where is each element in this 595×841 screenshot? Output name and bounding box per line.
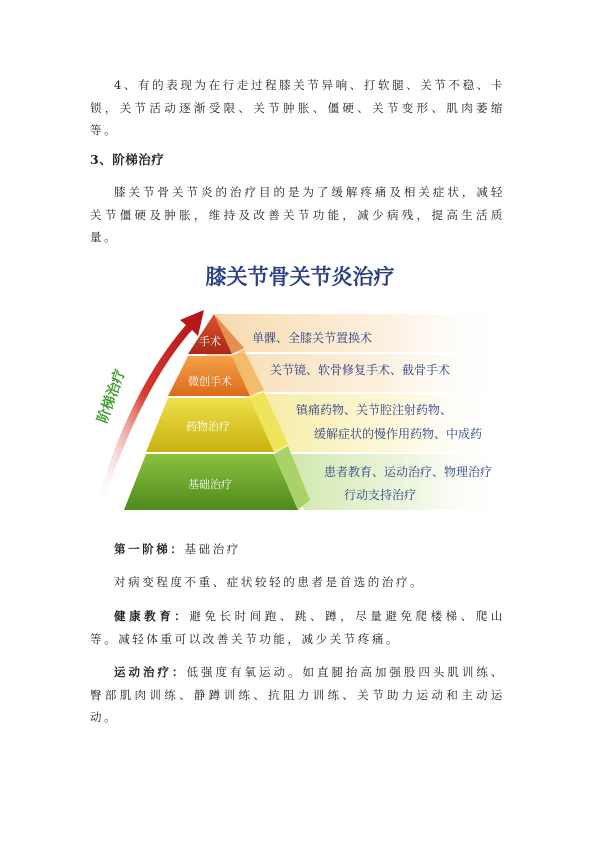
pyramid-svg — [88, 248, 506, 518]
tier-desc-minimally-invasive: 关节镜、软骨修复手术、截骨手术 — [270, 363, 451, 377]
step1-line — [90, 538, 505, 561]
exercise-therapy-text: 低强度有氧运动。如直腿抬高加强股四头肌训练、臀部肌肉训练、静蹲训练、抗阻力训练、关节助力运动和主动运动。 — [90, 665, 505, 724]
tier-desc-drug-line1: 镇痛药物、关节腔注射药物、 — [296, 403, 453, 417]
paragraph-symptoms: 4、有的表现为在行走过程膝关节异响、打软腿、关节不稳、卡锁，关节活动逐渐受限、关节肿胀、僵硬、关节变形、肌肉萎缩等。 — [90, 78, 505, 137]
health-education-paragraph — [90, 605, 505, 650]
section-heading: 3、阶梯治疗 — [90, 152, 165, 167]
exercise-therapy-paragraph — [90, 661, 505, 729]
step1-description: 对病变程度不重、症状较轻的患者是首选的治疗。 — [114, 575, 425, 589]
figure-title: 膝关节骨关节炎治疗 — [205, 265, 395, 289]
treatment-pyramid-figure — [88, 248, 506, 518]
tier-desc-basic-line2: 行动支持治疗 — [344, 488, 417, 502]
tier-desc-drug-line2: 缓解症状的慢作用药物、中成药 — [314, 427, 483, 441]
step1-value: 基础治疗 — [184, 542, 241, 556]
paragraph-treatment-goal: 膝关节骨关节炎的治疗目的是为了缓解疼痛及相关症状，减轻关节僵硬及肿胀，维持及改善关节功能，减少病残，提高生活质量。 — [90, 185, 505, 244]
tier-name-surgery: 手术 — [199, 335, 221, 348]
arrow-label: 阶梯治疗 — [94, 367, 129, 426]
health-education-label: 健康教育： — [114, 609, 190, 623]
tier-name-drug: 药物治疗 — [186, 420, 230, 433]
tier-name-basic: 基础治疗 — [188, 478, 232, 491]
tier-name-minimally-invasive: 微创手术 — [188, 375, 232, 388]
tier-desc-surgery: 单髁、全膝关节置换术 — [252, 331, 373, 345]
exercise-therapy-label: 运动治疗： — [114, 665, 187, 679]
step1-label: 第一阶梯： — [114, 542, 185, 556]
tier-desc-basic-line1: 患者教育、运动治疗、物理治疗 — [324, 465, 493, 479]
health-education-text: 避免长时间跑、跳、蹲，尽量避免爬楼梯、爬山等。减轻体重可以改善关节功能，减少关节疼痛。 — [90, 609, 506, 646]
